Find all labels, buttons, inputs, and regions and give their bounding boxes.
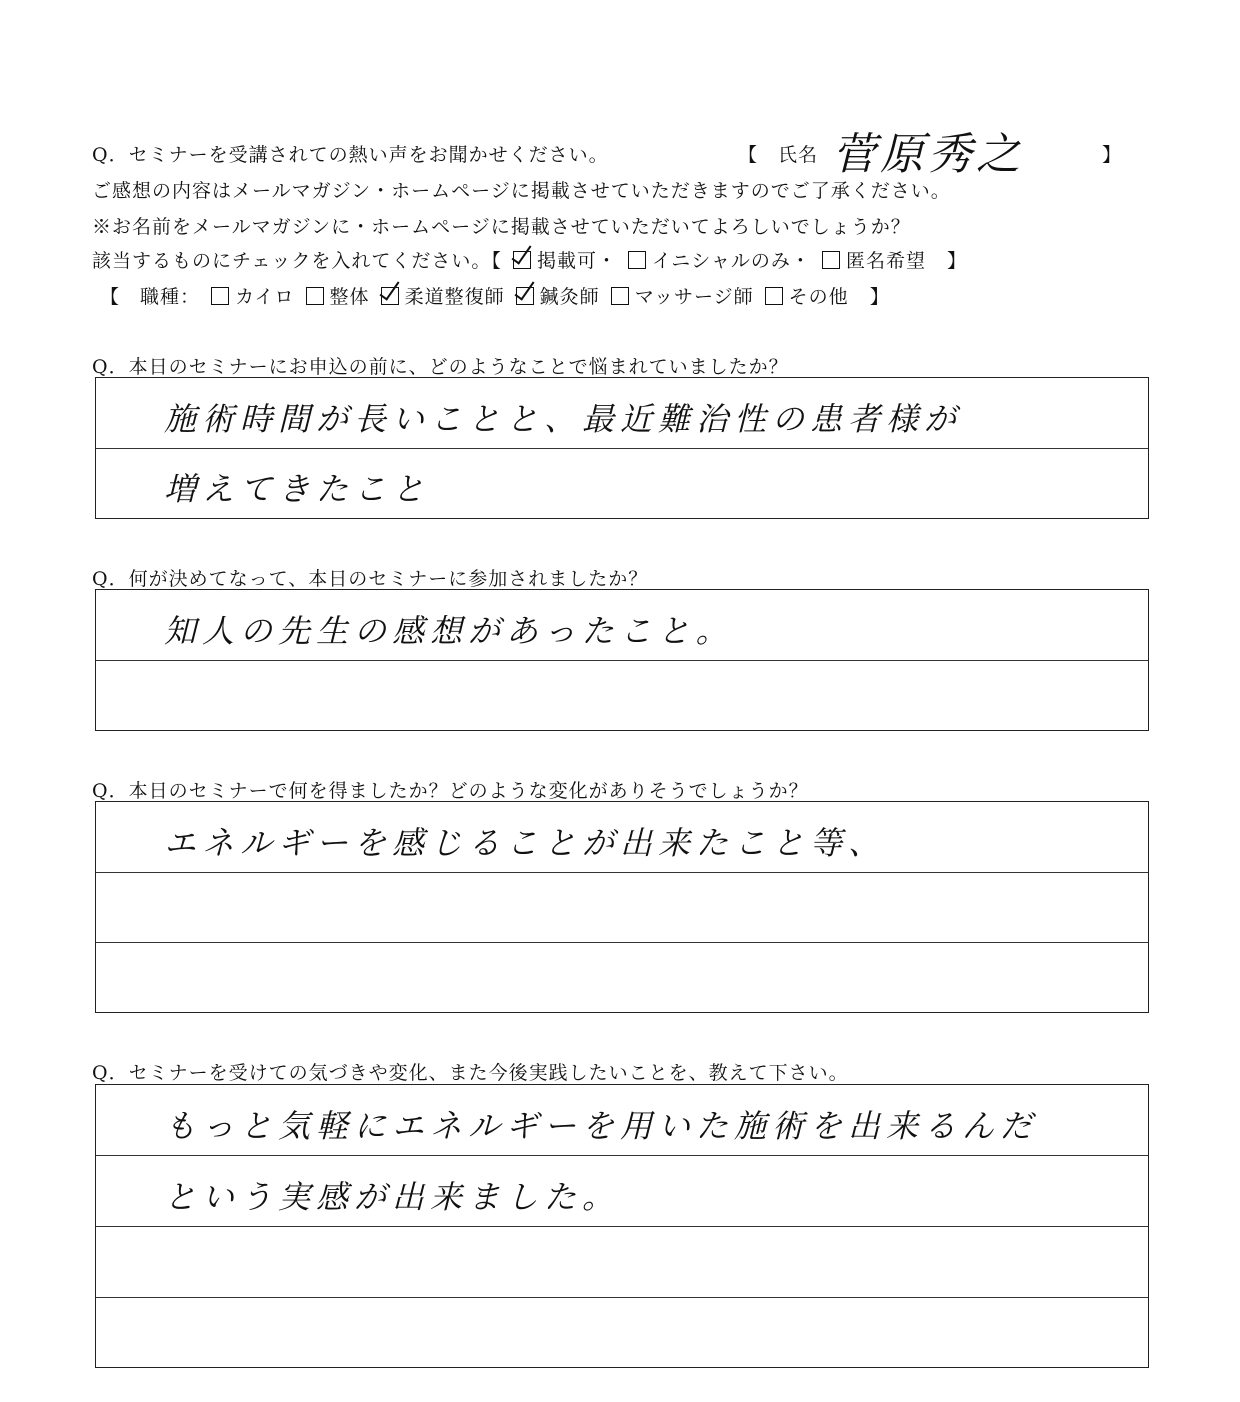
question-4-heading: Q．本日のセミナーで何を得ましたか？どのような変化がありそうでしょうか？: [92, 780, 809, 802]
occupation-other-label: その他: [788, 286, 849, 308]
question-2-heading: Q．本日のセミナーにお申込の前に、どのようなことで悩まれていましたか？: [92, 356, 789, 378]
answer-line: [96, 942, 1148, 1012]
occupation-seitai-label: 整体: [329, 286, 370, 308]
answer-text: 施術時間が長いことと、最近難治性の患者様が: [164, 400, 963, 438]
answer-line: [96, 872, 1148, 943]
checkbox-initials-only[interactable]: [628, 251, 646, 269]
answer-text: もっと気軽にエネルギーを用いた施術を出来るんだ: [164, 1107, 1039, 1145]
occupation-bracket-close: 】: [869, 286, 890, 308]
checkbox-publish-ok[interactable]: [513, 251, 531, 269]
permission-question: ※お名前をメールマガジンに・ホームページに掲載させていただいてよろしいでしょうか？: [92, 216, 911, 238]
checkbox-chiro[interactable]: [211, 287, 229, 305]
checkbox-seitai[interactable]: [306, 287, 324, 305]
checkbox-judo-therapist[interactable]: [381, 287, 399, 305]
checkbox-other[interactable]: [765, 287, 783, 305]
answer-line: [96, 660, 1148, 730]
occupation-row: [100, 282, 890, 309]
checkbox-acupuncturist[interactable]: [516, 287, 534, 305]
option-anonymous-label: 匿名希望: [845, 250, 926, 272]
option-publish-ok-label: 掲載可・: [536, 250, 617, 272]
answer-line: [96, 378, 1148, 449]
publication-notice: ご感想の内容はメールマガジン・ホームページに掲載させていただきますのでご了承ください。: [92, 180, 951, 202]
occupation-massage-label: マッサージ師: [634, 286, 754, 308]
answer-line: [96, 1085, 1148, 1156]
checkbox-anonymous[interactable]: [822, 251, 840, 269]
name-value: 菅原秀之: [832, 129, 1024, 180]
answer-line: [96, 590, 1148, 661]
occupation-acupuncturist-label: 鍼灸師: [539, 286, 600, 308]
check-prompt: 該当するものにチェックを入れてください。【: [92, 250, 502, 272]
checkbox-massage[interactable]: [611, 287, 629, 305]
answer-line: [96, 1298, 1148, 1368]
answer-text: 増えてきたこと: [164, 470, 431, 508]
answer-box-1: [95, 377, 1149, 519]
answer-line: [96, 1156, 1148, 1227]
answer-text: エネルギーを感じることが出来たこと等、: [164, 824, 887, 862]
occupation-judo-therapist-label: 柔道整復師: [404, 286, 505, 308]
occupation-chiro-label: カイロ: [235, 286, 295, 308]
answer-line: [96, 802, 1148, 873]
answer-box-2: [95, 589, 1149, 731]
occupation-label: 【 職種：: [100, 286, 201, 308]
question-3-heading: Q．何が決めてなって、本日のセミナーに参加されましたか？: [92, 568, 649, 590]
answer-text: 知人の先生の感想があったこと。: [164, 612, 734, 650]
answer-box-4: [95, 1084, 1149, 1368]
answer-box-3: [95, 801, 1149, 1013]
publish-bracket-close: 】: [947, 250, 968, 272]
answer-line: [96, 448, 1148, 518]
name-label: 【 氏名: [738, 144, 819, 166]
answer-line: [96, 1227, 1148, 1298]
answer-text: という実感が出来ました。: [164, 1178, 621, 1216]
name-bracket-close: 】: [1102, 144, 1123, 166]
option-initials-only-label: イニシャルのみ・: [652, 250, 811, 272]
question-1-heading: Q．セミナーを受講されての熱い声をお聞かせください。: [92, 144, 609, 166]
question-5-heading: Q．セミナーを受けての気づきや変化、また今後実践したいことを、教えて下さい。: [92, 1062, 849, 1084]
publish-permission-row: [92, 246, 967, 273]
